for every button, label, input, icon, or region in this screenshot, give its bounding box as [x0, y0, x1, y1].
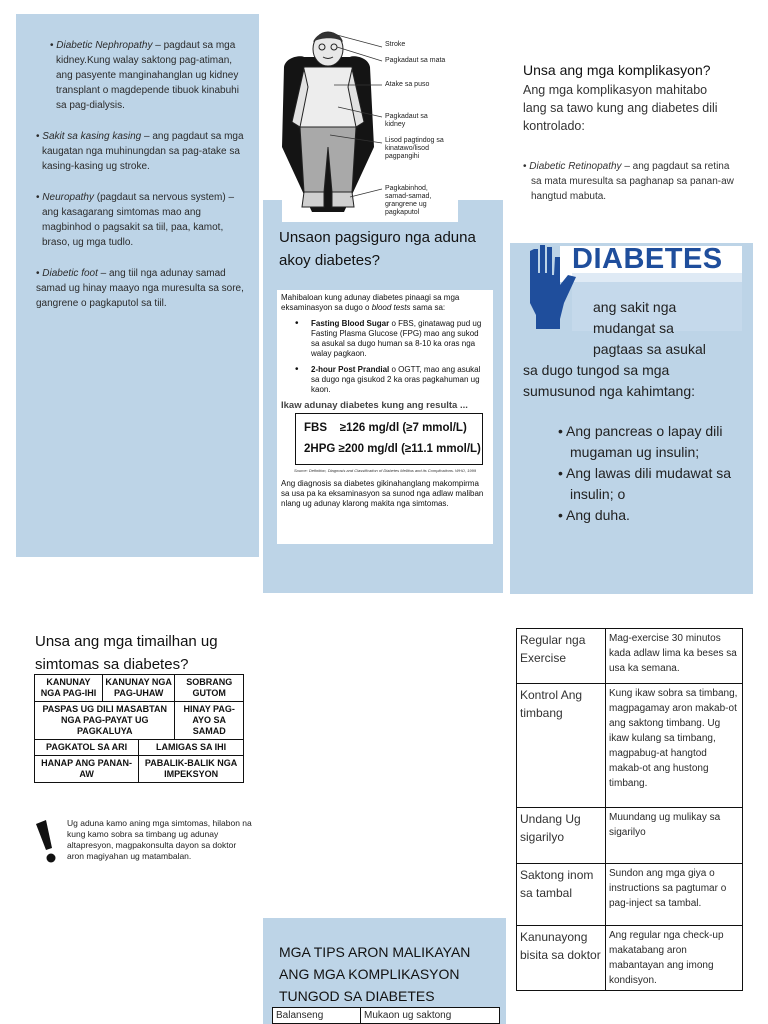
- diagnosis-title: Unsaon pagsiguro nga aduna akoy diabetes?: [279, 229, 476, 269]
- table-cell: KANUNAY NGA PAG-IHI: [35, 675, 103, 702]
- diagnosis-footnote: Ang diagnosis sa diabetes gikinahanglang makompirma sa usa pa ka eksaminasyon sa sunod nga adlaw maliban nlang ug adunay klarong makita nga simtomas.: [281, 479, 484, 508]
- list-item: • Ang lawas dili mudawat sa insulin; o: [558, 465, 732, 502]
- source-note: Source: Definition, Diagnosis and Classification of Diabetes Mellitus and its Complications. WHO, 1999: [293, 468, 477, 473]
- table-row: [35, 675, 244, 702]
- list-item: • Fasting Blood Sugar o FBS, ginatawag pud ug Fasting Plasma Glucose (FPG) mao ang sukod sa asukal sa dugo human sa 8-10 ka oras nga walay pagkaon.: [281, 319, 489, 359]
- test-list: [281, 319, 489, 395]
- table-cell: Sundon ang mga giya o instructions sa pagtumar o pag-inject sa tambal.: [606, 864, 743, 926]
- exclamation-icon: [32, 818, 58, 864]
- complications-intro: [523, 60, 743, 204]
- table-row: [517, 926, 743, 991]
- table-cell: Regular nga Exercise: [517, 629, 606, 684]
- table-row: [35, 740, 244, 756]
- tips-table-partial: [272, 1007, 500, 1024]
- list-item: • Sakit sa kasing kasing – ang pagdaut sa mga kaugatan nga muhinungdan sa pag-atake sa kasing-kasing ug stroke.: [36, 131, 244, 172]
- complications-heading: Unsa ang mga komplikasyon?: [523, 62, 711, 78]
- list-item: • Ang duha.: [558, 507, 630, 523]
- diabetes-desc-1: ang sakit nga mudangat sa pagtaas sa asukal: [593, 299, 706, 357]
- table-cell: HANAP ANG PANAN-AW: [35, 756, 139, 783]
- table-cell: Ang regular nga check-up makatabang aron mabantayan ang imong kondisyon.: [606, 926, 743, 991]
- diabetes-desc-2: sa dugo tungod sa mga sumusunod nga kahimtang:: [523, 362, 695, 399]
- table-row: [517, 808, 743, 864]
- table-row: [35, 702, 244, 740]
- table-cell: Kontrol Ang timbang: [517, 684, 606, 808]
- table-cell: PAGKATOL SA ARI: [35, 740, 139, 756]
- complications-panel-left: [16, 14, 259, 557]
- result-2hpg: 2HPG ≥200 mg/dl (≥11.1 mmol/L): [304, 443, 481, 455]
- table-cell: Mukaon ug saktong: [361, 1008, 500, 1024]
- complications-text: Ang mga komplikasyon mahitabo lang sa tawo kung ang diabetes dili kontrolado:: [523, 83, 718, 133]
- retinopathy-item: • Diabetic Retinopathy – ang pagdaut sa retina sa mata muresulta sa paghanap sa panan-aw hangtud mabuta.: [523, 161, 734, 202]
- figure-label-kidney: Pagkadaut sa kidney: [385, 113, 428, 128]
- tips-table: [516, 628, 743, 991]
- table-cell: SOBRANG GUTOM: [175, 675, 244, 702]
- complications-body-figure: [282, 27, 458, 222]
- figure-label-foot: Pagkabinhod, samad-samad, grangrene ug pagkaputol: [385, 185, 432, 216]
- table-cell: HINAY PAG-AYO SA SAMAD: [175, 702, 244, 740]
- table-cell: Undang Ug sigarilyo: [517, 808, 606, 864]
- symptoms-table: [34, 674, 244, 783]
- list-item: • Diabetic Nephropathy – pagdaut sa mga kidney.Kung walay saktong pag-atiman, ang pasyente manginahanglan ug kidney transplant o magdepende tibuok kinabuhi sa pag-dialysis.: [50, 40, 239, 111]
- list-item: • Diabetic foot – ang tiil nga adunay samad samad ug hinay maayo nga muresulta sa sore, gangrene o pagkaputol sa tiil.: [36, 268, 244, 309]
- symptoms-note: Ug aduna kamo aning mga simtomas, hilabon na kung kamo sobra sa timbang ug adunay altapresyon, magpakonsulta dayon sa doktor aron magiyahan ug matambalan.: [67, 818, 252, 861]
- complication-list: [36, 38, 245, 311]
- list-item: • 2-hour Post Prandial o OGTT, mao ang asukal sa dugo nga gisukod 2 ka oras pagkahuman ug kaon.: [281, 365, 489, 395]
- table-cell: PABALIK-BALIK NGA IMPEKSYON: [139, 756, 244, 783]
- symptoms-title: Unsa ang mga timailhan ug simtomas sa diabetes?: [35, 633, 218, 673]
- figure-label-urination: Lisod pagtindog sa kinatawo/lisod pagpangihi: [385, 137, 444, 160]
- list-item: • Neuropathy (pagdaut sa nervous system) – ang kasagarang simtomas mao ang magbinhod o pagsakit sa tiil, paa, kamot, braso, ug mga tudlo.: [36, 192, 235, 248]
- table-row: [517, 864, 743, 926]
- result-heading: Ikaw adunay diabetes kung ang resulta ...: [281, 400, 468, 411]
- tips-title: MGA TIPS ARON MALIKAYAN ANG MGA KOMPLIKASYON TUNGOD SA DIABETES: [279, 944, 471, 1004]
- table-cell: KANUNAY NGA PAG-UHAW: [102, 675, 174, 702]
- banner-title: DIABETES: [572, 243, 723, 275]
- table-cell: Balanseng: [273, 1008, 361, 1024]
- table-row: [517, 629, 743, 684]
- table-row: [35, 756, 244, 783]
- figure-label-eye: Pagkadaut sa mata: [385, 57, 446, 64]
- table-cell: Muundang ug mulikay sa sigarilyo: [606, 808, 743, 864]
- table-cell: LAMIGAS SA IHI: [139, 740, 244, 756]
- list-item: • Ang pancreas o lapay dili mugaman ug insulin;: [558, 423, 723, 460]
- table-row: [273, 1008, 500, 1024]
- diagnosis-intro: Mahibaloan kung adunay diabetes pinaagi sa mga eksaminasyon sa dugo o blood tests sama sa:: [281, 293, 460, 312]
- table-cell: PASPAS UG DILI MASABTAN NGA PAG-PAYAT UG PAGKALUYA: [35, 702, 175, 740]
- result-fbs: FBS ≥126 mg/dl (≥7 mmol/L): [304, 422, 467, 434]
- table-cell: Saktong inom sa tambal: [517, 864, 606, 926]
- table-cell: Kanunayong bisita sa doktor: [517, 926, 606, 991]
- causes-list: [556, 421, 752, 526]
- figure-label-heart: Atake sa puso: [385, 81, 430, 88]
- table-row: [517, 684, 743, 808]
- table-cell: Kung ikaw sobra sa timbang, magpagamay aron makab-ot ang saktong timbang. Ug ikaw kulang sa timbang, magpabug-at hangtod makab-ot ang hustong timbang.: [606, 684, 743, 808]
- figure-label-stroke: Stroke: [385, 41, 406, 48]
- diagnosis-box: [277, 290, 493, 544]
- result-box: [295, 413, 483, 465]
- table-cell: Mag-exercise 30 minutos kada adlaw lima ka beses sa usa ka semana.: [606, 629, 743, 684]
